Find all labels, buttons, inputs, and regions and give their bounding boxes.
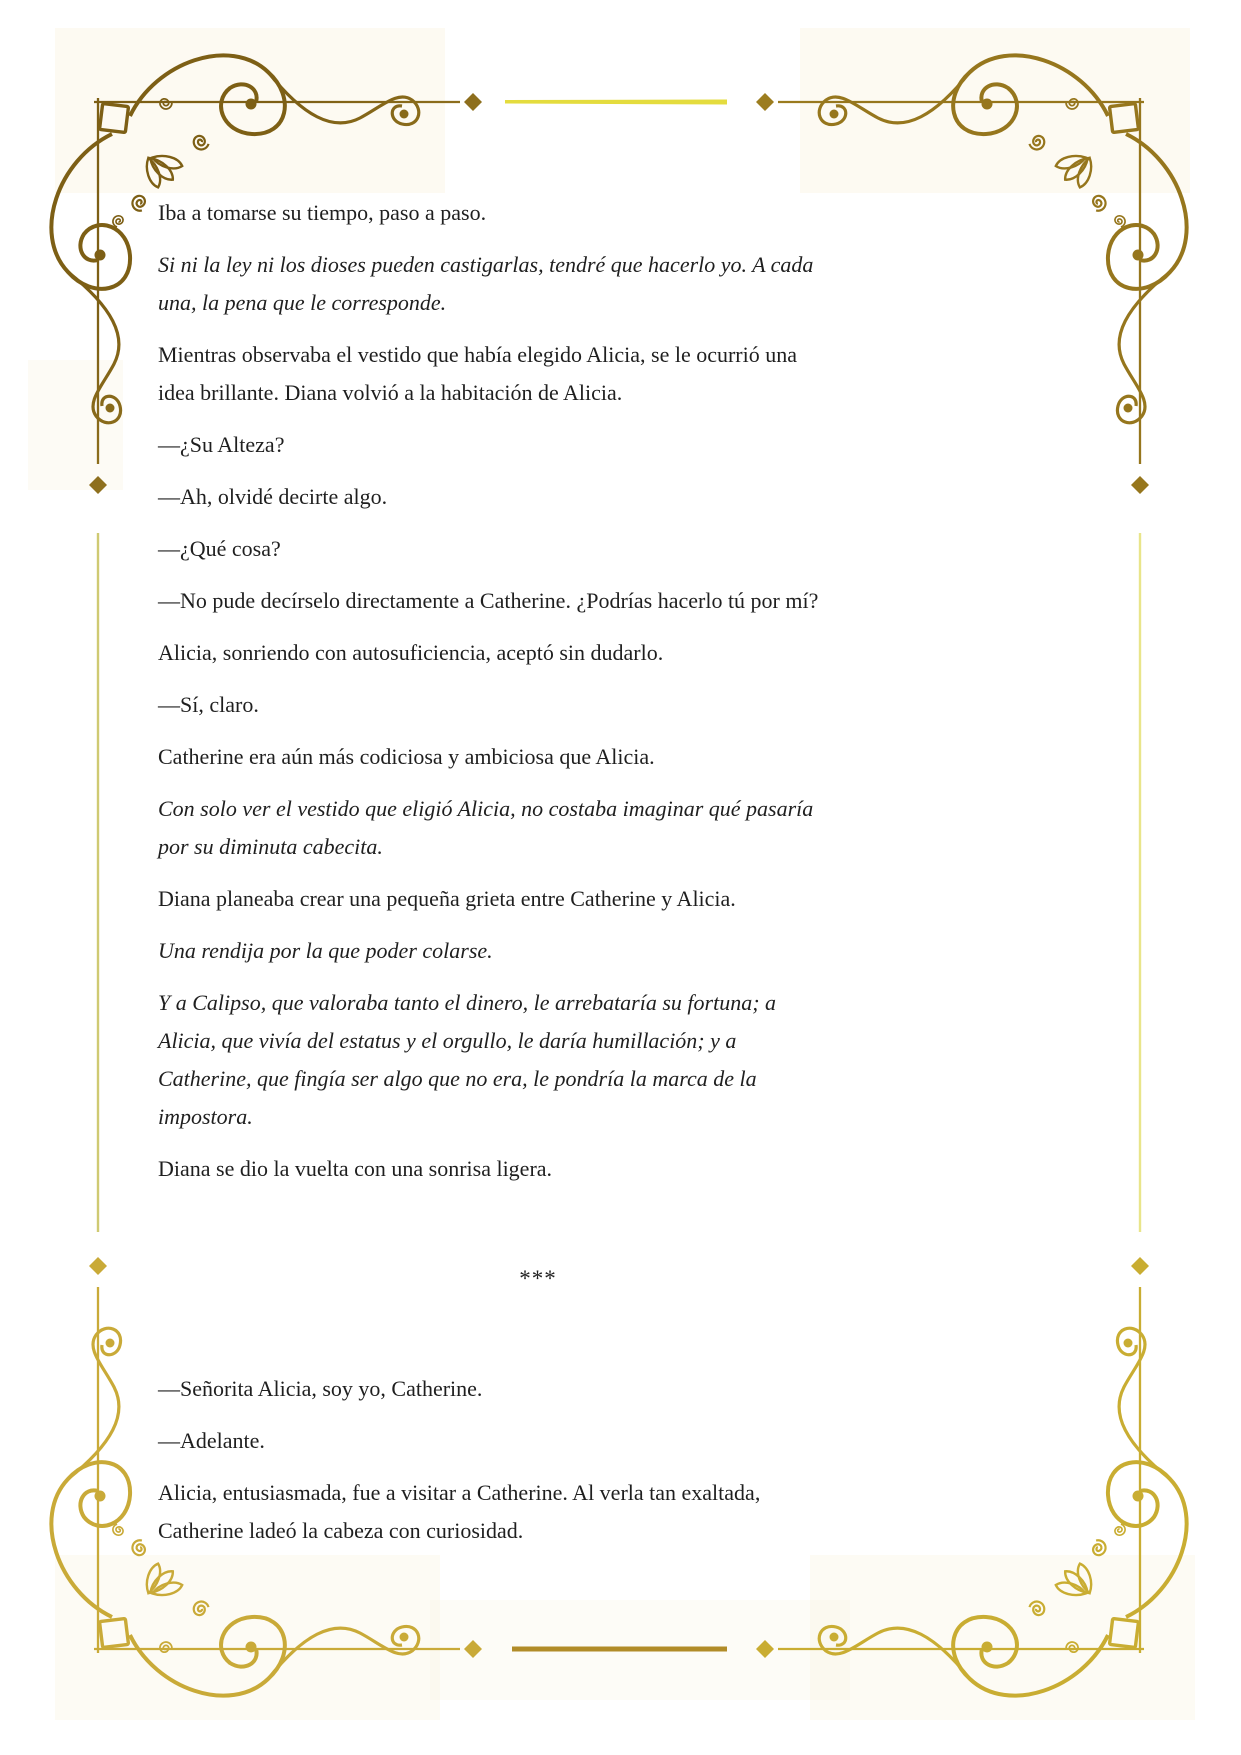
paragraph: Diana planeaba crear una pequeña grieta entre Catherine y Alicia. (158, 886, 736, 911)
paragraph: —Señorita Alicia, soy yo, Catherine. (158, 1376, 483, 1401)
paragraph: —¿Su Alteza? (158, 432, 285, 457)
paragraph: —¿Qué cosa? (158, 536, 281, 561)
scene-break: *** (519, 1266, 557, 1291)
paragraph: Si ni la ley ni los dioses pueden castigarlas, tendré que hacerlo yo. A cada una, la pena que le corresponde. (158, 252, 814, 315)
paragraph: —Ah, olvidé decirte algo. (158, 484, 388, 509)
paragraph: Alicia, sonriendo con autosuficiencia, aceptó sin dudarlo. (158, 640, 664, 665)
paragraph: Mientras observaba el vestido que había elegido Alicia, se le ocurrió una idea brillante. Diana volvió a la habitación de Alicia. (158, 342, 798, 405)
paragraph: Y a Calipso, que valoraba tanto el dinero, le arrebataría su fortuna; a Alicia, que vivía del estatus y el orgullo, le daría humillación; y a Catherine, que fingía ser algo que no era, le pondría la marca de la impostora. (158, 990, 777, 1129)
paragraph: Diana se dio la vuelta con una sonrisa ligera. (158, 1156, 553, 1181)
story-text (158, 194, 1068, 1564)
paragraph: —Sí, claro. (158, 692, 259, 717)
paragraph: Con solo ver el vestido que eligió Alicia, no costaba imaginar qué pasaría por su diminuta cabecita. (158, 796, 814, 859)
paragraph: Una rendija por la que poder colarse. (158, 938, 493, 963)
paragraph: Iba a tomarse su tiempo, paso a paso. (158, 200, 487, 225)
paragraph: Catherine era aún más codiciosa y ambiciosa que Alicia. (158, 744, 655, 769)
bottom-center-rule (512, 1647, 727, 1652)
paragraph: —Adelante. (158, 1428, 265, 1453)
paragraph: Alicia, entusiasmada, fue a visitar a Catherine. Al verla tan exaltada, Catherine ladeó la cabeza con curiosidad. (158, 1480, 761, 1543)
top-center-rule (505, 100, 727, 105)
paragraph: —No pude decírselo directamente a Catherine. ¿Podrías hacerlo tú por mí? (158, 588, 819, 613)
